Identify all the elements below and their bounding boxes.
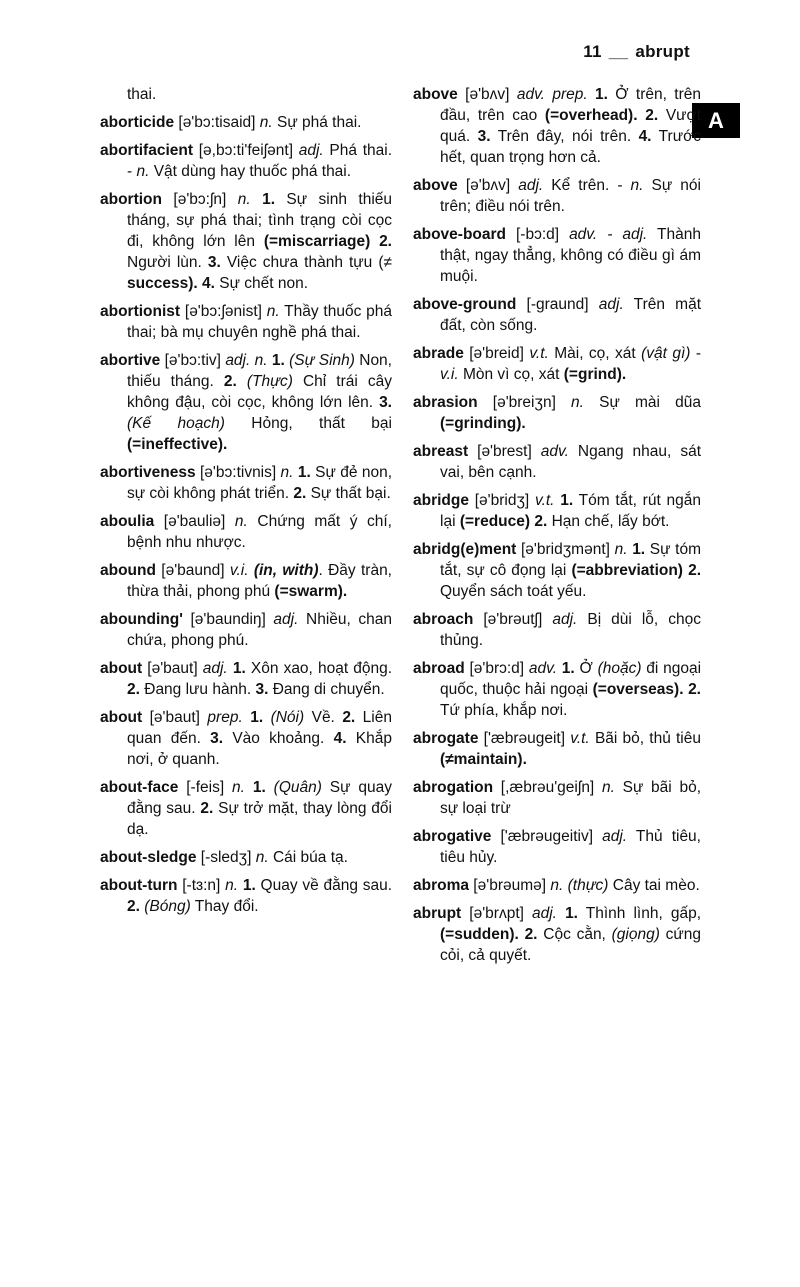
text-run: 2. xyxy=(127,681,140,698)
dictionary-entry xyxy=(100,707,392,770)
text-run: (Quân) xyxy=(273,779,322,796)
text-run: n. xyxy=(232,779,245,796)
text-run: Sự bãi bỏ, sự loại trừ xyxy=(440,779,701,817)
text-run: Chỉ trái cây không đậu, còi cọc, không lớn lên. xyxy=(127,373,392,411)
text-run: adj. xyxy=(552,611,578,628)
text-run: [ə'breid] xyxy=(463,345,530,362)
headword: about-turn xyxy=(100,877,178,894)
text-run: n. xyxy=(630,177,644,194)
text-run: Về. xyxy=(304,709,343,726)
page-header xyxy=(583,42,690,62)
dictionary-entry xyxy=(413,903,701,966)
text-run: 3. xyxy=(210,730,224,747)
headword: above-ground xyxy=(413,296,517,313)
text-run: Quyển sách toát yếu. xyxy=(440,583,587,600)
text-run: 2. xyxy=(645,107,659,124)
headword: abrade xyxy=(413,345,464,362)
text-run: [ə'bʌv] xyxy=(457,86,517,103)
text-run: [ə'bɔ:tivnis] xyxy=(195,464,281,481)
text-run: 1. xyxy=(560,492,574,509)
text-run: cứng cỏi, cả quyết. xyxy=(440,926,701,964)
headword: aboulia xyxy=(100,513,155,530)
text-run: v.i. xyxy=(229,562,249,579)
headword: aborticide xyxy=(100,114,175,131)
text-run: Đang lưu hành. xyxy=(139,681,256,698)
entry-continuation xyxy=(100,84,392,105)
text-run: [ə'breiʒn] xyxy=(477,394,572,411)
headword: abounding' xyxy=(100,611,183,628)
text-run: (≠maintain). xyxy=(440,751,527,768)
text-run xyxy=(266,779,274,796)
text-run: Đang di chuyển. xyxy=(268,681,385,698)
text-run: (=grinding). xyxy=(440,415,526,432)
text-run xyxy=(557,905,565,922)
headword: abortive xyxy=(100,352,161,369)
text-run xyxy=(263,709,270,726)
text-run: Thình lình, gấp, xyxy=(578,905,701,922)
text-run: adj. n. xyxy=(225,352,268,369)
text-run: [-bɔ:d] xyxy=(506,226,570,243)
text-run: n. xyxy=(280,464,294,481)
text-run: (=swarm). xyxy=(274,583,348,600)
text-run: adj. xyxy=(273,611,299,628)
text-run: Khắp nơi, ở quanh. xyxy=(127,730,392,768)
text-run: n. xyxy=(234,513,248,530)
dictionary-entry xyxy=(413,609,701,651)
text-run: 2. xyxy=(342,709,356,726)
text-run xyxy=(251,191,262,208)
text-run: Sự mài dũa xyxy=(583,394,701,411)
text-run: Kể trên. - xyxy=(543,177,631,194)
dictionary-entry xyxy=(100,350,392,455)
text-run: 2. xyxy=(379,233,392,250)
text-run: Trước hết, quan trọng hơn cả. xyxy=(440,128,701,166)
text-run: [ə'baut] xyxy=(142,660,203,677)
headword: about xyxy=(100,660,143,677)
dictionary-entry xyxy=(100,847,392,868)
text-run: [-tɜ:n] xyxy=(177,877,226,894)
dictionary-entry xyxy=(413,658,701,721)
dictionary-entry xyxy=(100,112,392,133)
text-run: [ə'baut] xyxy=(142,709,208,726)
text-run: 1. xyxy=(297,464,311,481)
headword: abroad xyxy=(413,660,465,677)
dictionary-entry xyxy=(100,301,392,343)
text-run: Sự phá thai. xyxy=(272,114,362,131)
text-run: n. xyxy=(255,849,269,866)
headword: abroma xyxy=(413,877,469,894)
text-run: 1. xyxy=(262,191,276,208)
text-run: n. xyxy=(136,163,150,180)
text-run: 2. xyxy=(534,513,548,530)
text-run: Trên mặt đất, còn sống. xyxy=(440,296,701,334)
text-run: 4. xyxy=(333,730,347,747)
text-run: 1. xyxy=(632,541,646,558)
headword: abortionist xyxy=(100,303,181,320)
dictionary-entry xyxy=(413,875,701,896)
text-run: Mòn vì cọ, xát xyxy=(458,366,564,383)
text-run: Cái búa tạ. xyxy=(268,849,348,866)
text-run: n. xyxy=(237,191,251,208)
text-run: (hoặc) xyxy=(597,660,642,677)
text-run: adv. xyxy=(540,443,569,460)
text-run: Mài, cọ, xát xyxy=(548,345,642,362)
text-run: Sự đẻ non, sự còi không phát triển. xyxy=(127,464,393,502)
text-run: v.t. xyxy=(570,730,590,747)
headword: abortion xyxy=(100,191,162,208)
text-run: Ở xyxy=(574,660,598,677)
headword: abreast xyxy=(413,443,469,460)
text-run: 1. xyxy=(232,660,246,677)
text-run: Liên quan đến. xyxy=(127,709,392,747)
text-run: Vật dùng hay thuốc phá thai. xyxy=(149,163,352,180)
left-column xyxy=(100,84,392,924)
text-run: (=miscarriage) xyxy=(263,233,371,250)
text-run: adv. prep. xyxy=(516,86,588,103)
text-run: (vật gì) xyxy=(641,345,691,362)
text-run: [ə'bɔ:tiv] xyxy=(160,352,226,369)
text-run: (Bóng) xyxy=(144,898,191,915)
headword: abroach xyxy=(413,611,474,628)
headword: abortiveness xyxy=(100,464,196,481)
text-run: 1. xyxy=(252,779,266,796)
text-run: (thực) xyxy=(567,877,609,894)
text-run: [ə'brəutʃ] xyxy=(473,611,553,628)
text-run: Sự tóm tắt, sự cô đọng lại xyxy=(440,541,701,579)
right-column xyxy=(413,84,701,973)
text-run: Quay về đằng sau. xyxy=(255,877,392,894)
text-run: 2. xyxy=(524,926,538,943)
headword: abrogate xyxy=(413,730,479,747)
text-run: Tóm tắt, rút ngắn lại xyxy=(440,492,701,530)
guide-word: abrupt xyxy=(635,42,690,61)
text-run: 3. xyxy=(255,681,269,698)
text-run: [ə'brest] xyxy=(468,443,541,460)
text-run: 4. xyxy=(201,275,215,292)
text-run: (Sự Sinh) xyxy=(289,352,355,369)
headword: above xyxy=(413,177,458,194)
text-run: Xôn xao, hoạt động. xyxy=(245,660,393,677)
text-run: [ə'brʌpt] xyxy=(461,905,532,922)
dictionary-entry xyxy=(100,609,392,651)
text-run: Hỏng, thất bại xyxy=(224,415,392,432)
text-run: 2. xyxy=(127,898,140,915)
text-run: n. xyxy=(550,877,564,894)
text-run xyxy=(588,86,595,103)
text-run: 3. xyxy=(379,394,392,411)
text-run: 4. xyxy=(638,128,652,145)
headword: abridg(e)ment xyxy=(413,541,517,558)
text-run: Bãi bỏ, thủ tiêu xyxy=(589,730,701,747)
text-run: ['æbrəugeitiv] xyxy=(491,828,603,845)
text-run: [ə,bɔ:ti'feiʃənt] xyxy=(193,142,299,159)
text-run: 2. xyxy=(293,485,307,502)
dictionary-entry xyxy=(413,777,701,819)
header-separator: __ xyxy=(608,42,629,61)
headword: abrupt xyxy=(413,905,462,922)
text-run: - xyxy=(690,345,702,362)
text-run: adv. xyxy=(528,660,558,677)
text-run: Bị dùi lỗ, chọc thủng. xyxy=(440,611,701,649)
text-run: [ə'bridʒ] xyxy=(468,492,535,509)
text-run: (=overhead). xyxy=(544,107,638,124)
text-run: [ə'bɔ:tisaid] xyxy=(174,114,260,131)
text-run: n. xyxy=(601,779,615,796)
text-run: (giọng) xyxy=(611,926,660,943)
text-run: đi ngoại quốc, thuộc hải ngoại xyxy=(440,660,702,698)
text-run xyxy=(370,233,379,250)
text-run: 1. xyxy=(595,86,608,103)
text-run: Chứng mất ý chí, bệnh nhu nhược. xyxy=(127,513,392,551)
text-run: 1. xyxy=(271,352,285,369)
headword: abound xyxy=(100,562,156,579)
text-run: (=reduce) xyxy=(459,513,531,530)
text-run: 1. xyxy=(242,877,256,894)
text-run: Thầy thuốc phá thai; bà mụ chuyên nghề phá thai. xyxy=(127,303,392,341)
text-run: [ə'baund] xyxy=(155,562,230,579)
text-run: (=overseas). xyxy=(592,681,684,698)
text-run: v.i. xyxy=(440,366,459,383)
text-run: Trên đây, nói trên. xyxy=(490,128,639,145)
text-run: [ə'bʌv] xyxy=(457,177,519,194)
text-run: Sự quay đằng sau. xyxy=(127,779,392,817)
text-run: prep. xyxy=(207,709,243,726)
dictionary-entry xyxy=(413,826,701,868)
headword: abrogative xyxy=(413,828,492,845)
dictionary-entry xyxy=(100,189,392,294)
headword: abridge xyxy=(413,492,469,509)
text-run: (Nói) xyxy=(270,709,305,726)
headword: above-board xyxy=(413,226,507,243)
text-run: [,æbrəu'geiʃn] xyxy=(493,779,602,796)
text-run: Người lùn. xyxy=(127,254,208,271)
headword: abrogation xyxy=(413,779,494,796)
text-run: Thủ tiêu, tiêu hủy. xyxy=(440,828,701,866)
text-run: [ə'bɔ:ʃn] xyxy=(162,191,238,208)
headword: abrasion xyxy=(413,394,478,411)
text-run: adj. xyxy=(602,828,628,845)
text-run: [-feis] xyxy=(178,779,233,796)
text-run: Sự sinh thiếu tháng, sự phá thai; tình trạng còi cọc đi, không lớn lên xyxy=(127,191,392,250)
text-run: Thành thật, ngay thẳng, không có điều gì ám muội. xyxy=(440,226,701,285)
text-run: (in, with) xyxy=(253,562,319,579)
text-run: [ə'bauliə] xyxy=(154,513,235,530)
text-run: (=sudden). xyxy=(440,926,519,943)
text-run: adj. xyxy=(532,905,557,922)
text-run xyxy=(237,373,247,390)
dictionary-entry xyxy=(413,294,701,336)
text-run: 2. xyxy=(223,373,237,390)
text-run xyxy=(245,779,253,796)
dictionary-entry xyxy=(413,84,701,168)
letter-tab-label: A xyxy=(708,107,724,133)
text-run: [ə'bridʒmənt] xyxy=(516,541,615,558)
text-run: n. xyxy=(225,877,239,894)
dictionary-entry xyxy=(413,224,701,287)
text-run: 2. xyxy=(688,681,701,698)
text-run: Vượt quá. xyxy=(440,107,702,145)
text-run: adv. - adj. xyxy=(569,226,648,243)
dictionary-entry xyxy=(100,140,392,182)
headword: about xyxy=(100,709,143,726)
text-run: [ə'brəumə] xyxy=(469,877,551,894)
text-run: 1. xyxy=(561,660,575,677)
dictionary-entry xyxy=(413,441,701,483)
dictionary-entry xyxy=(100,511,392,553)
dictionary-entry xyxy=(100,462,392,504)
text-run: adj. xyxy=(202,660,228,677)
text-run: adj. xyxy=(518,177,544,194)
text-run: Nhiều, chan chứa, phong phú. xyxy=(127,611,392,649)
dictionary-entry xyxy=(100,777,392,840)
text-run: Sự thất bại. xyxy=(306,485,391,502)
text-run: ['æbrəugeit] xyxy=(478,730,571,747)
text-run: Sự chết non. xyxy=(214,275,309,292)
text-run: (Kế hoạch) xyxy=(127,415,225,432)
text-run: Vào khoảng. xyxy=(223,730,334,747)
text-run: 2. xyxy=(200,800,214,817)
headword: abortifacient xyxy=(100,142,194,159)
text-run: 2. xyxy=(688,562,702,579)
dictionary-entry xyxy=(413,392,701,434)
text-run: n. xyxy=(259,114,273,131)
text-run: Ngang nhau, sát vai, bên cạnh. xyxy=(440,443,701,481)
text-run: success). xyxy=(127,275,198,292)
text-run: [ə'brɔ:d] xyxy=(464,660,529,677)
text-run: . Đầy tràn, thừa thải, phong phú xyxy=(127,562,392,600)
text-run: Cộc cằn, xyxy=(537,926,612,943)
text-run: 3. xyxy=(207,254,221,271)
dictionary-entry xyxy=(100,658,392,700)
text-run: n. xyxy=(266,303,280,320)
text-run: 3. xyxy=(477,128,491,145)
text-run: n. xyxy=(571,394,584,411)
dictionary-entry xyxy=(413,539,701,602)
text-run: [-graund] xyxy=(516,296,599,313)
headword: above xyxy=(413,86,458,103)
text-run: adj. xyxy=(598,296,624,313)
text-run: [ə'bɔ:ʃənist] xyxy=(180,303,267,320)
text-run: Cây tai mèo. xyxy=(608,877,700,894)
page-number: 11 xyxy=(583,42,602,61)
text-run: Phá thai. - xyxy=(127,142,392,180)
text-run: Việc chưa thành tựu (≠ xyxy=(220,254,393,271)
dictionary-entry xyxy=(100,875,392,917)
text-run: Hạn chế, lấy bớt. xyxy=(547,513,670,530)
text-run: [ə'baundiŋ] xyxy=(182,611,274,628)
text-run: 1. xyxy=(565,905,578,922)
text-run: [-sledʒ] xyxy=(196,849,256,866)
text-run: adj. xyxy=(298,142,324,159)
text-run: Tứ phía, khắp nơi. xyxy=(440,702,568,719)
dictionary-entry xyxy=(413,343,701,385)
text-run: (=ineffective). xyxy=(127,436,228,453)
dictionary-entry xyxy=(100,560,392,602)
text-run: n. xyxy=(614,541,628,558)
text-run: v.t. xyxy=(529,345,549,362)
text-run: (Thực) xyxy=(246,373,293,390)
text-run: 1. xyxy=(250,709,264,726)
text-run: Ở trên, trên đầu, trên cao xyxy=(440,86,702,124)
text-run: v.t. xyxy=(534,492,555,509)
text-run: (=grind). xyxy=(563,366,627,383)
dictionary-entry xyxy=(413,490,701,532)
dictionary-entry xyxy=(413,175,701,217)
headword: about-sledge xyxy=(100,849,197,866)
text-run: thai. xyxy=(127,86,157,103)
text-run: Sự nói trên; điều nói trên. xyxy=(440,177,701,215)
dictionary-entry xyxy=(413,728,701,770)
text-run: Thay đổi. xyxy=(190,898,259,915)
text-run: Non, thiếu tháng. xyxy=(127,352,392,390)
text-run: Sự trở mặt, thay lòng đổi dạ. xyxy=(127,800,392,838)
text-columns xyxy=(100,84,701,973)
headword: about-face xyxy=(100,779,179,796)
text-run: (=abbreviation) xyxy=(571,562,683,579)
